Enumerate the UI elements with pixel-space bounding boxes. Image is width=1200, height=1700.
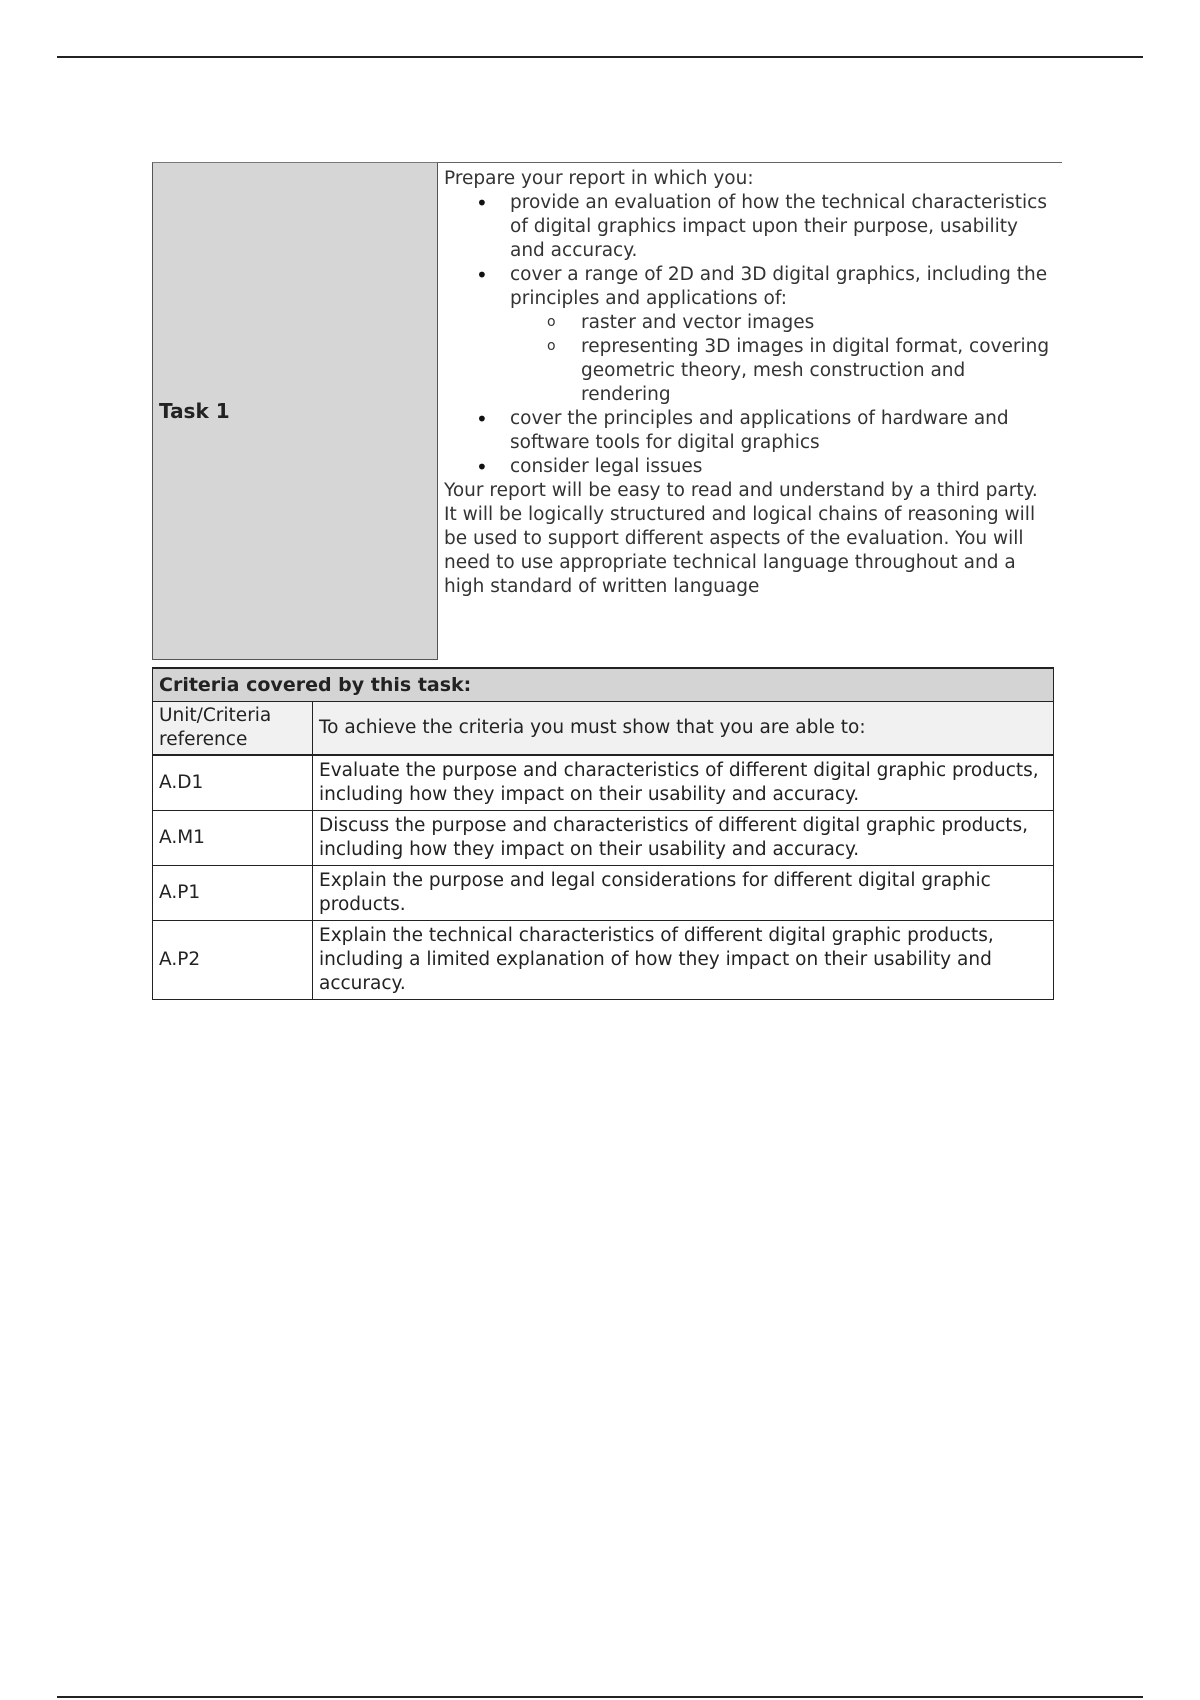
criteria-desc: Explain the purpose and legal considerations for different digital graphic products. — [313, 866, 1054, 921]
criteria-ref: A.P1 — [153, 866, 313, 921]
criteria-ref: A.D1 — [153, 755, 313, 811]
table-row — [153, 755, 1054, 811]
task-bullet: • provide an evaluation of how the technical characteristics of digital graphics impact upon their purpose, usability and accuracy. — [510, 191, 1056, 263]
criteria-ref: A.M1 — [153, 811, 313, 866]
table-row — [153, 866, 1054, 921]
task-label: Task 1 — [159, 399, 230, 423]
criteria-title-row — [153, 668, 1054, 702]
task-description — [438, 162, 1062, 660]
criteria-header-row — [153, 702, 1054, 756]
task-bullet: • cover the principles and applications of hardware and software tools for digital graphics — [510, 407, 1056, 455]
task-subbullet-list — [510, 311, 1056, 407]
task-bullet — [510, 263, 1056, 407]
task-label-cell — [152, 162, 438, 660]
table-row — [153, 811, 1054, 866]
criteria-table — [152, 667, 1054, 1000]
criteria-desc: Discuss the purpose and characteristics of different digital graphic products, including how they impact on their usability and accuracy. — [313, 811, 1054, 866]
criteria-header-desc: To achieve the criteria you must show that you are able to: — [313, 702, 1054, 756]
criteria-desc: Evaluate the purpose and characteristics of different digital graphic products, including how they impact on their usability and accuracy. — [313, 755, 1054, 811]
task-table — [152, 162, 1062, 660]
task-intro: Prepare your report in which you: — [444, 168, 754, 189]
task-closing: Your report will be easy to read and understand by a third party. It will be logically structured and logical chains of reasoning will be used to support different aspects of the evaluation. You will need to use appropriate technical language throughout and a high standard of written language — [444, 480, 1038, 597]
task-bullet: • consider legal issues — [510, 455, 1056, 479]
table-row — [153, 921, 1054, 1000]
criteria-title: Criteria covered by this task: — [153, 668, 1054, 702]
footer-rule — [57, 1696, 1143, 1698]
task-subbullet: o raster and vector images — [581, 311, 1056, 335]
task-bullet-list — [444, 191, 1056, 479]
criteria-header-ref: Unit/Criteria reference — [153, 702, 313, 756]
task-subbullet: o representing 3D images in digital format, covering geometric theory, mesh construction and rendering — [581, 335, 1056, 407]
header-rule — [57, 56, 1143, 58]
criteria-ref: A.P2 — [153, 921, 313, 1000]
task-bullet-text: cover a range of 2D and 3D digital graphics, including the principles and applications of: — [510, 264, 1048, 309]
criteria-desc: Explain the technical characteristics of different digital graphic products, including a limited explanation of how they impact on their usability and accuracy. — [313, 921, 1054, 1000]
